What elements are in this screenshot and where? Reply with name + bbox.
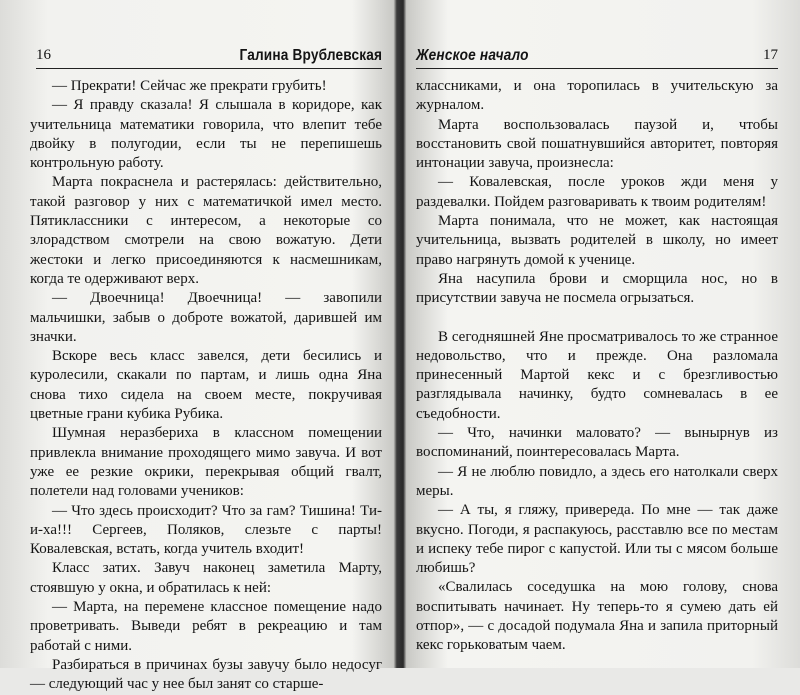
paragraph: Вскоре весь класс завелся, дети бесились и куролесили, скакали по партам, и лишь одна Яна снова тихо сидела на своем месте, покручивая цветные грани кубика Рубика. (30, 348, 382, 423)
right-page-header (416, 40, 778, 69)
paragraph: — Ковалевская, после уроков жди меня у раздевалки. Пойдем разговаривать к твоим родителям! (416, 174, 778, 210)
paragraph: — Я правду сказала! Я слышала в коридоре, как учительница математики говорила, что влепит тебе двойку в полугодии, если ты не перепишешь контрольную работу. (30, 97, 382, 172)
paragraph: — Марта, на перемене классное помещение надо проветривать. Выведи ребят в рекреацию и там работай с ними. (30, 599, 382, 654)
page-number: 16 (36, 47, 51, 63)
paragraph: Класс затих. Завуч наконец заметила Марту, стоявшую у окна, и обратилась к ней: (30, 560, 382, 596)
paragraph: В сегодняшней Яне просматривалось то же странное недовольство, что и прежде. Она разломала принесенный Мартой кекс и с брезгливостью разглядывала начинку, будто сомневалась в ее съедобности. (416, 328, 778, 422)
paragraph: Марта покраснела и растерялась: действительно, такой разговор у них с математичкой имел место. Пятиклассники с интересом, а некоторые со злорадством смотрели на свою вожатую. Дети жестоки и легко присоединяются к насмешникам, когда те одерживают верх. (30, 174, 382, 287)
paragraph: Шумная неразбериха в классном помещении привлекла внимание проходящего мимо завуча. И вот уже ее резкие окрики, перекрывая общий гвалт, полетели над головами учеников: (30, 425, 382, 500)
left-page-header (36, 40, 382, 69)
paragraph: — Что, начинки маловато? — вынырнув из воспоминаний, поинтересовалась Марта. (416, 425, 778, 461)
left-page (0, 0, 394, 693)
paragraph: Яна насупила брови и сморщила нос, но в присутствии завуча не посмела огрызаться. (416, 270, 778, 307)
paragraph: — Прекрати! Сейчас же прекрати грубить! (52, 78, 327, 94)
paragraph: Марта воспользовалась паузой и, чтобы восстановить свой пошатнувшийся авторитет, повторяя интонации завуча, произнесла: (416, 116, 778, 172)
paragraph: классниками, и она торопилась в учительскую за журналом. (416, 78, 778, 114)
paragraph: — Что здесь происходит? Что за гам? Тишина! Ти-и-ха!!! Сергеев, Поляков, слезьте с парты! Ковалевская, встать, когда учитель входит! (30, 502, 382, 558)
right-page (406, 0, 800, 668)
paragraph: — Двоечница! Двоечница! — завопили мальчишки, забыв о доброте вожатой, дарившей им значки. (30, 290, 382, 345)
paragraph: Разбираться в причинах бузы завучу было недосуг — следующий час у нее был занят со старше- (30, 656, 382, 693)
page-number: 17 (763, 47, 778, 63)
running-title-author: Галина Врублевская (239, 47, 382, 64)
paragraph: «Свалилась соседушка на мою голову, снова воспитывать начинает. Ну теперь-то я сумею дать ей отпор», — с досадой подумала Яна и запила приторный кекс горьковатым чаем. (416, 579, 778, 654)
right-page-text (416, 77, 778, 656)
paragraph: — А ты, я гляжу, привереда. По мне — так даже вкусно. Погоди, я распакуюсь, расставлю все по местам и испеку тебе пирог с капустой. Или ты с мясом больше любишь? (416, 502, 778, 577)
paragraph: Марта понимала, что не может, как настоящая учительница, вызвать родителей в школу, но имеет право нагрянуть домой к ученице. (416, 213, 778, 268)
running-title-book: Женское начало (416, 47, 529, 64)
left-page-text (30, 77, 382, 695)
paragraph: — Я не люблю повидло, а здесь его натолкали сверх меры. (416, 463, 778, 499)
